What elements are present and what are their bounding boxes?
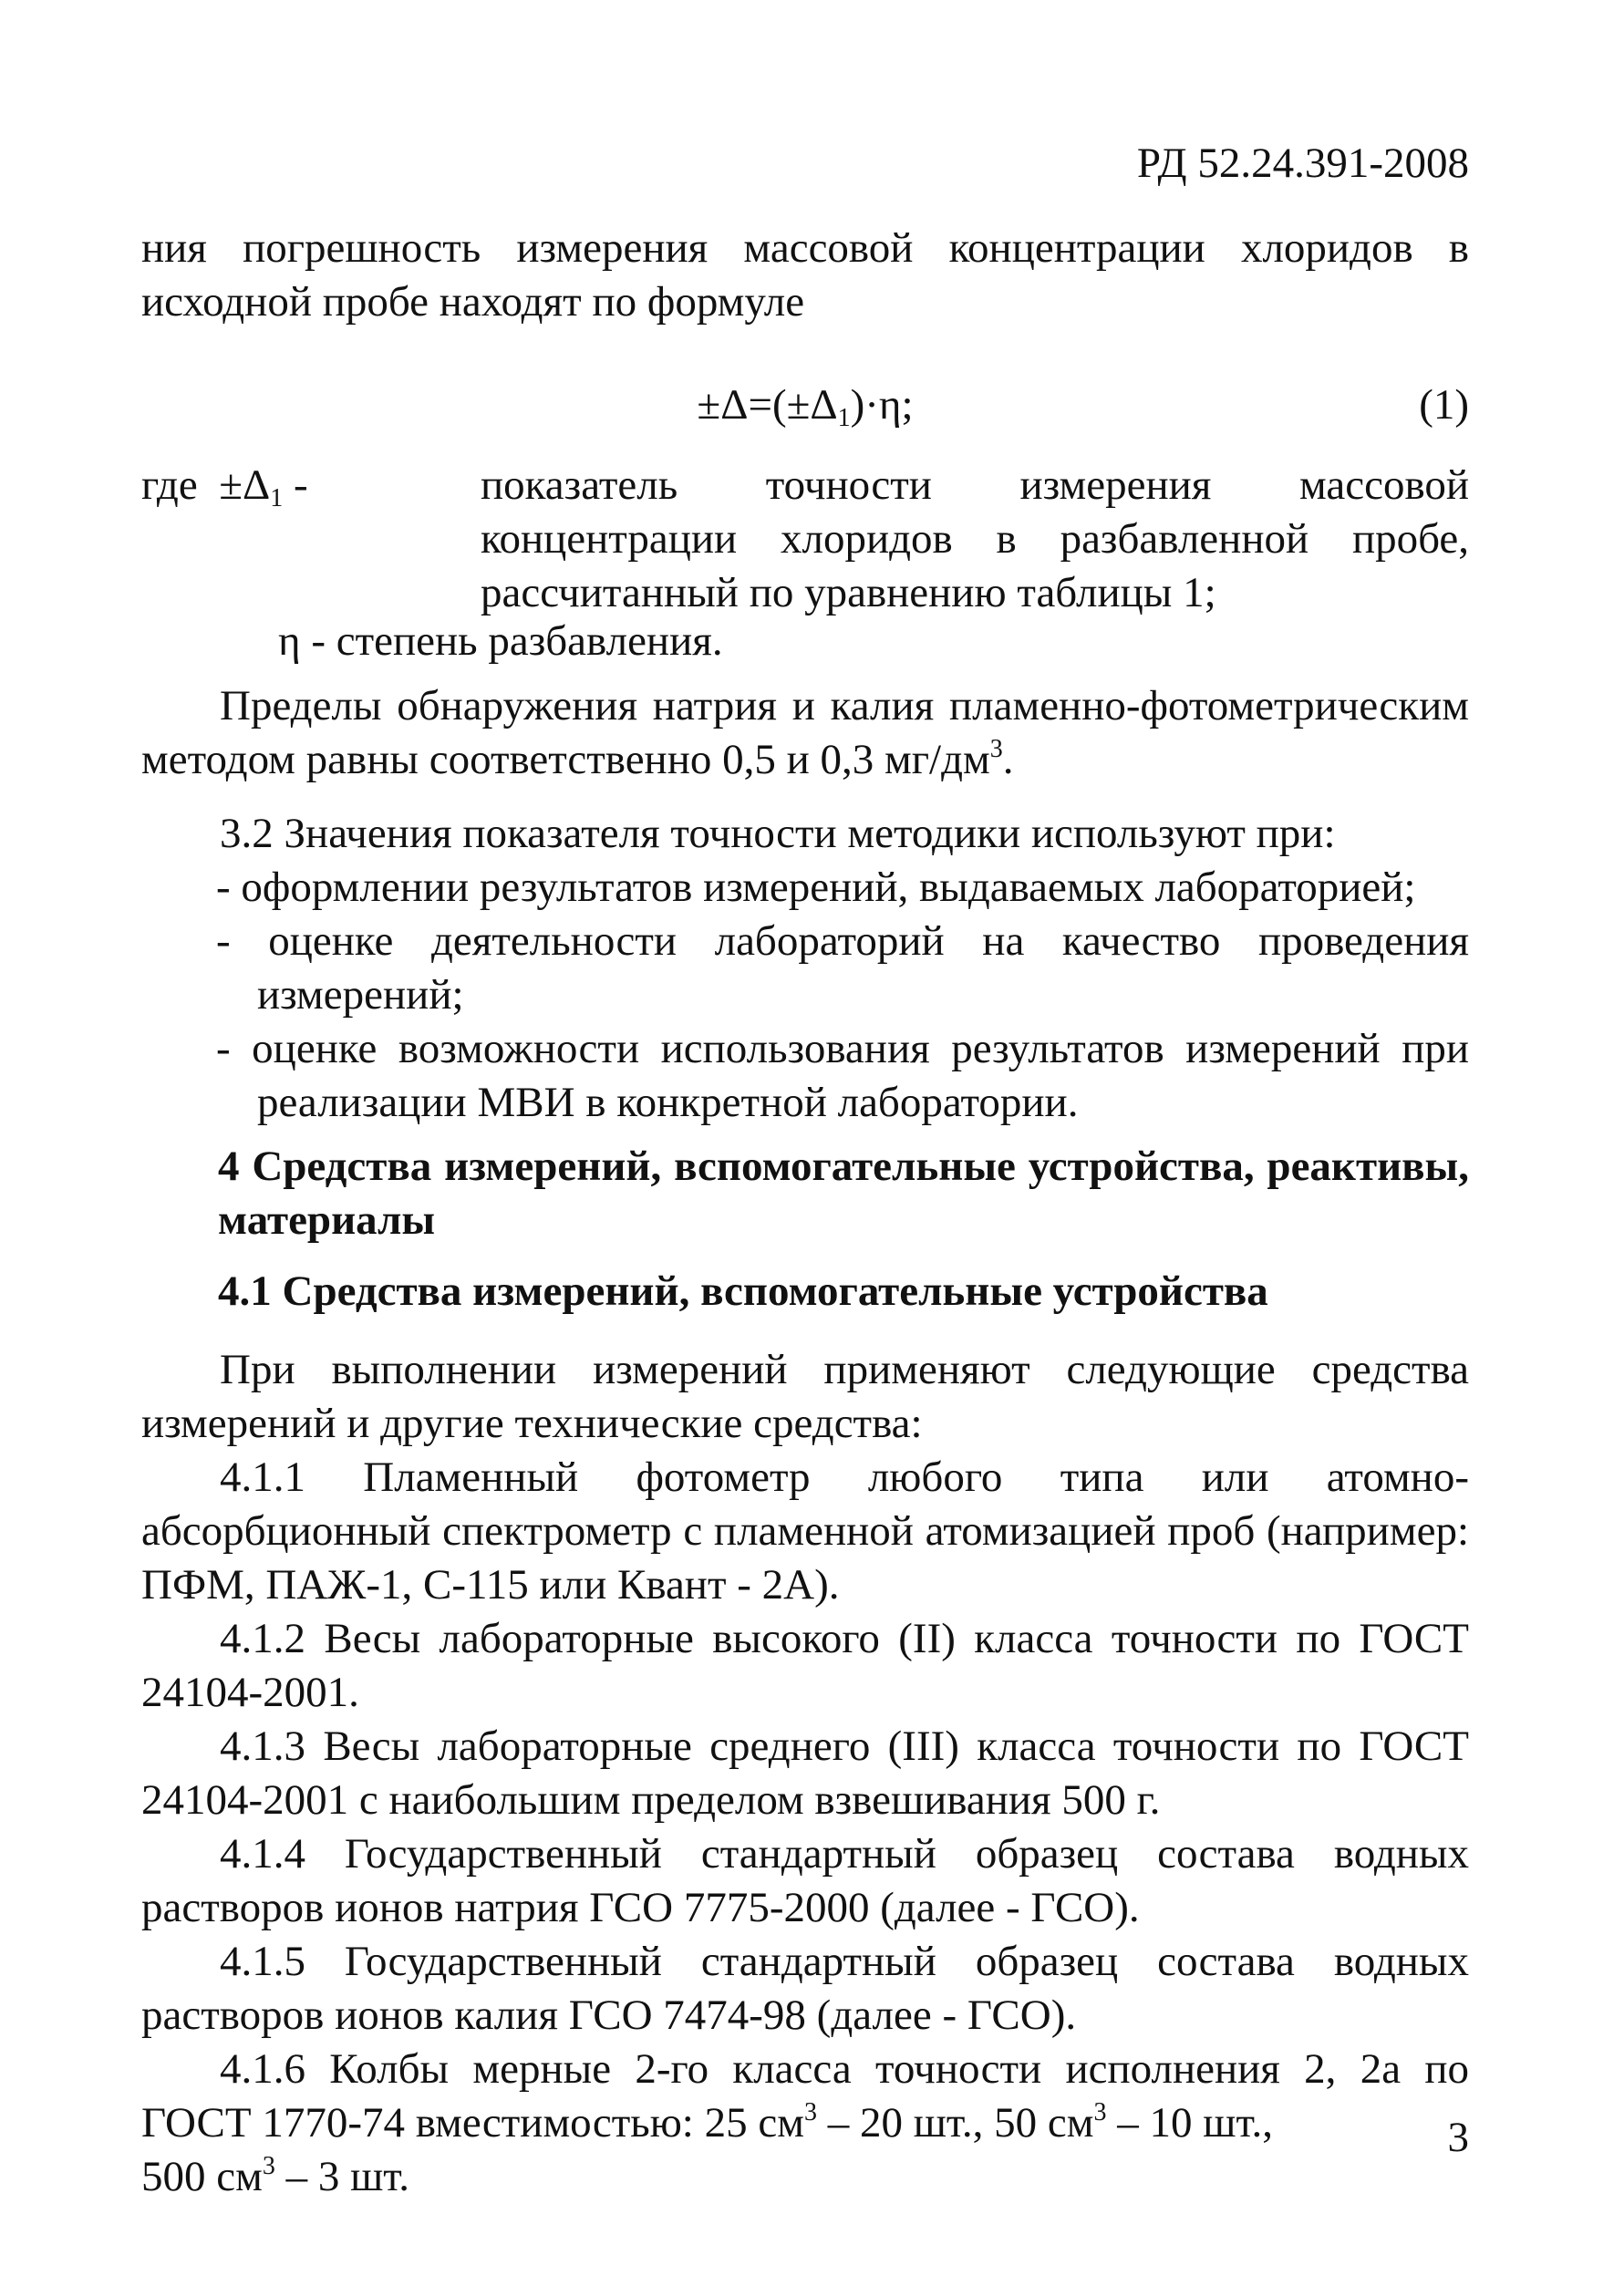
item-4-1-6-sup1: 3 bbox=[803, 2098, 817, 2126]
where-term2-text: η - степень разбавления. bbox=[278, 617, 723, 665]
detection-limits-sup: 3 bbox=[989, 735, 1003, 763]
item-4-1-6-part5: – 3 шт. bbox=[274, 2153, 410, 2200]
where-term1-sub: 1 bbox=[270, 484, 284, 512]
item-4-1-6-part2: – 20 шт., 50 см bbox=[816, 2099, 1094, 2147]
section-3-2 bbox=[141, 807, 1469, 1130]
where-term1-symbol: ±Δ bbox=[219, 461, 271, 509]
formula-row bbox=[141, 378, 1469, 432]
section-4-1-body bbox=[141, 1343, 1469, 2204]
document-code: РД 52.24.391-2008 bbox=[1136, 140, 1469, 187]
where-word: где bbox=[141, 461, 198, 509]
section-4-1-item: 4.1.2 Весы лабораторные высокого (II) класса точности по ГОСТ 24104-2001. bbox=[141, 1615, 1469, 1716]
section-4-heading-block bbox=[141, 1140, 1469, 1247]
section-4-heading: 4 Средства измерений, вспомогательные устройства, реактивы, материалы bbox=[218, 1143, 1469, 1244]
item-4-1-6-part3: – 10 шт., bbox=[1106, 2099, 1273, 2147]
intro-text: ния погрешность измерения массовой концентрации хлоридов в исходной пробе находят по формуле bbox=[141, 224, 1469, 326]
section-3-2-item: - оценке деятельности лабораторий на качество проведения измерений; bbox=[216, 917, 1469, 1019]
item-4-1-6-sup2: 3 bbox=[1093, 2098, 1107, 2126]
where-clause bbox=[141, 459, 1469, 623]
formula-number: (1) bbox=[1419, 381, 1469, 429]
formula-main: ±Δ=(±Δ bbox=[697, 381, 838, 429]
item-4-1-6-part4: 500 см bbox=[141, 2153, 263, 2200]
page-number: 3 bbox=[1447, 2114, 1469, 2161]
item-4-1-6-sup3: 3 bbox=[262, 2152, 275, 2180]
section-4-1-item-6 bbox=[141, 2043, 1469, 2204]
detection-limits-text bbox=[141, 679, 1469, 787]
detection-limits-main: Пределы обнаружения натрия и калия пламенно-фотометрическим методом равны соответственно 0,5 и 0,3 мг/дм bbox=[141, 682, 1469, 783]
formula bbox=[141, 378, 1469, 432]
section-4-1-item: 4.1.3 Весы лабораторные среднего (III) класса точности по ГОСТ 24104-2001 с наибольшим пределом взвешивания 500 г. bbox=[141, 1723, 1469, 1824]
formula-sub: 1 bbox=[837, 404, 851, 432]
section-4-1-heading-block bbox=[141, 1265, 1469, 1319]
section-3-2-intro: 3.2 Значения показателя точности методики используют при: bbox=[220, 810, 1336, 857]
detection-limits-end: . bbox=[1002, 736, 1014, 783]
detection-limits-paragraph bbox=[141, 679, 1469, 787]
where-term-1-definition bbox=[353, 459, 1469, 620]
section-3-2-item: - оценке возможности использования результатов измерений при реализации МВИ в конкретной лаборатории. bbox=[216, 1025, 1469, 1126]
section-4-1-item: 4.1.1 Пламенный фотометр любого типа или атомно-абсорбционный спектрометр с пламенной атомизацией проб (например: ПФМ, ПАЖ-1, С-115 или Квант - 2А). bbox=[141, 1454, 1469, 1609]
intro-paragraph bbox=[141, 222, 1469, 329]
section-3-2-item: - оформлении результатов измерений, выдаваемых лабораторией; bbox=[216, 864, 1416, 911]
where-term1-dash: - bbox=[294, 461, 308, 509]
item-4-1-6-part1: 4.1.6 Колбы мерные 2-го класса точности исполнения 2, 2а по ГОСТ 1770-74 вместимостью: 25 см bbox=[141, 2045, 1469, 2147]
formula-tail: )·η; bbox=[850, 381, 914, 429]
section-4-1-item: 4.1.4 Государственный стандартный образец состава водных растворов ионов натрия ГСО 7775-2000 (далее - ГСО). bbox=[141, 1830, 1469, 1931]
where-term-1 bbox=[141, 459, 308, 512]
section-4-1-item: 4.1.5 Государственный стандартный образец состава водных растворов ионов калия ГСО 7474-98 (далее - ГСО). bbox=[141, 1938, 1469, 2039]
where-term1-text: показатель точности измерения массовой концентрации хлоридов в разбавленной пробе, рассчитанный по уравнению таблицы 1; bbox=[481, 461, 1469, 616]
section-4-1-heading: 4.1 Средства измерений, вспомогательные устройства bbox=[218, 1267, 1268, 1315]
section-4-1-intro: При выполнении измерений применяют следующие средства измерений и другие технические средства: bbox=[141, 1346, 1469, 1447]
